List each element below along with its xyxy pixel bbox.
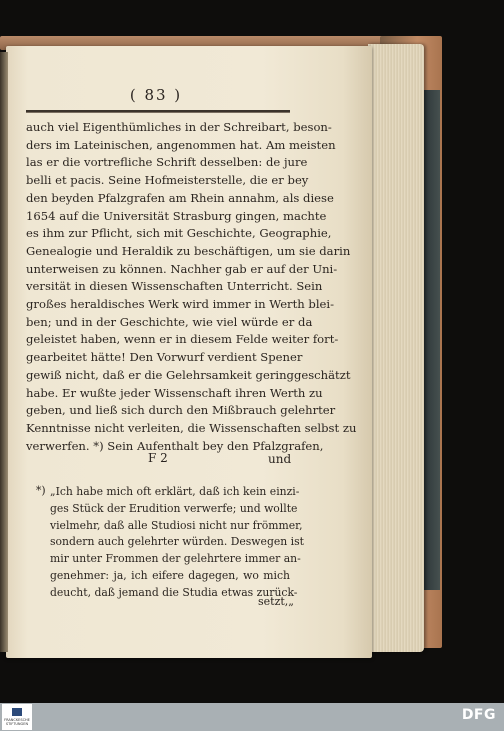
body-line: auch viel Eigenthümliches in der Schreibart, beson- xyxy=(26,120,332,134)
body-line: großes heraldisches Werk wird immer in Werth blei- xyxy=(26,297,335,311)
footnote-line: sondern auch gelehrter würden. Deswegen ist xyxy=(50,535,304,549)
footnote-line: mir unter Frommen der gelehrtere immer an- xyxy=(50,552,301,566)
page-edges xyxy=(368,44,424,652)
footnote-line: genehmer: ja, ich eifere dagegen, wo mich xyxy=(50,569,290,582)
footnote-line: „Ich habe mich oft erklärt, daß ich kein einzi- xyxy=(50,485,300,498)
body-line: versität in diesen Wissenschaften Unterricht. Sein xyxy=(26,279,323,294)
viewer-footer-bar xyxy=(0,703,504,731)
institution-logo-icon xyxy=(12,708,22,716)
footnote-mark: *) xyxy=(36,484,46,497)
footnote-line: ges Stück der Erudition verwerfe; und wollte xyxy=(50,501,298,515)
signature-mark: F 2 xyxy=(148,451,168,465)
footnote-catchword: setzt,„ xyxy=(258,595,294,608)
body-line: gewiß nicht, daß er die Gelehrsamkeit geringgeschätzt xyxy=(26,367,351,382)
body-line: Genealogie und Heraldik zu beschäftigen, um sie darin xyxy=(26,243,351,258)
body-line: ben; und in der Geschichte, wie viel würde er da xyxy=(26,314,313,329)
body-line: den beyden Pfalzgrafen am Rhein annahm, als diese xyxy=(26,190,334,205)
header-rule xyxy=(26,110,290,113)
body-line: habe. Er wußte jeder Wissenschaft ihren Werth zu xyxy=(26,385,323,400)
body-line: ders im Lateinischen, angenommen hat. Am meisten xyxy=(26,137,336,152)
page-gutter-edge xyxy=(0,52,8,652)
footnote-line: deucht, daß jemand die Studia etwas zurück- xyxy=(50,585,298,599)
book-spine-shadow xyxy=(422,90,440,590)
logo-caption: FRANCKESCHE STIFTUNGEN xyxy=(4,718,30,726)
body-line: gearbeitet hätte! Den Vorwurf verdient Spener xyxy=(26,350,303,365)
dfg-logo[interactable]: DFG xyxy=(461,707,496,723)
body-line: geleistet haben, wenn er in diesem Felde weiter fort- xyxy=(26,332,339,347)
body-line: verwerfen. *) Sein Aufenthalt bey den Pfalzgrafen, xyxy=(26,438,324,453)
body-line: 1654 auf die Universität Strasburg gingen, machte xyxy=(26,208,327,223)
page-number: ( 83 ) xyxy=(129,86,183,104)
francke-foundation-logo[interactable] xyxy=(2,704,32,730)
footnote-line: vielmehr, daß alle Studiosi nicht nur frömmer, xyxy=(50,518,303,532)
body-line: Kenntnisse nicht verleiten, die Wissenschaften selbst zu xyxy=(26,420,357,435)
body-line: geben, und ließ sich durch den Mißbrauch gelehrter xyxy=(26,403,336,418)
catchword: und xyxy=(268,452,292,466)
body-line: es ihm zur Pflicht, sich mit Geschichte, Geographie, xyxy=(26,226,332,241)
body-line: unterweisen zu können. Nachher gab er auf der Uni- xyxy=(26,261,338,276)
body-line: belli et pacis. Seine Hofmeisterstelle, die er bey xyxy=(26,173,309,188)
body-line: las er die vortrefliche Schrift desselben: de jure xyxy=(26,155,308,170)
